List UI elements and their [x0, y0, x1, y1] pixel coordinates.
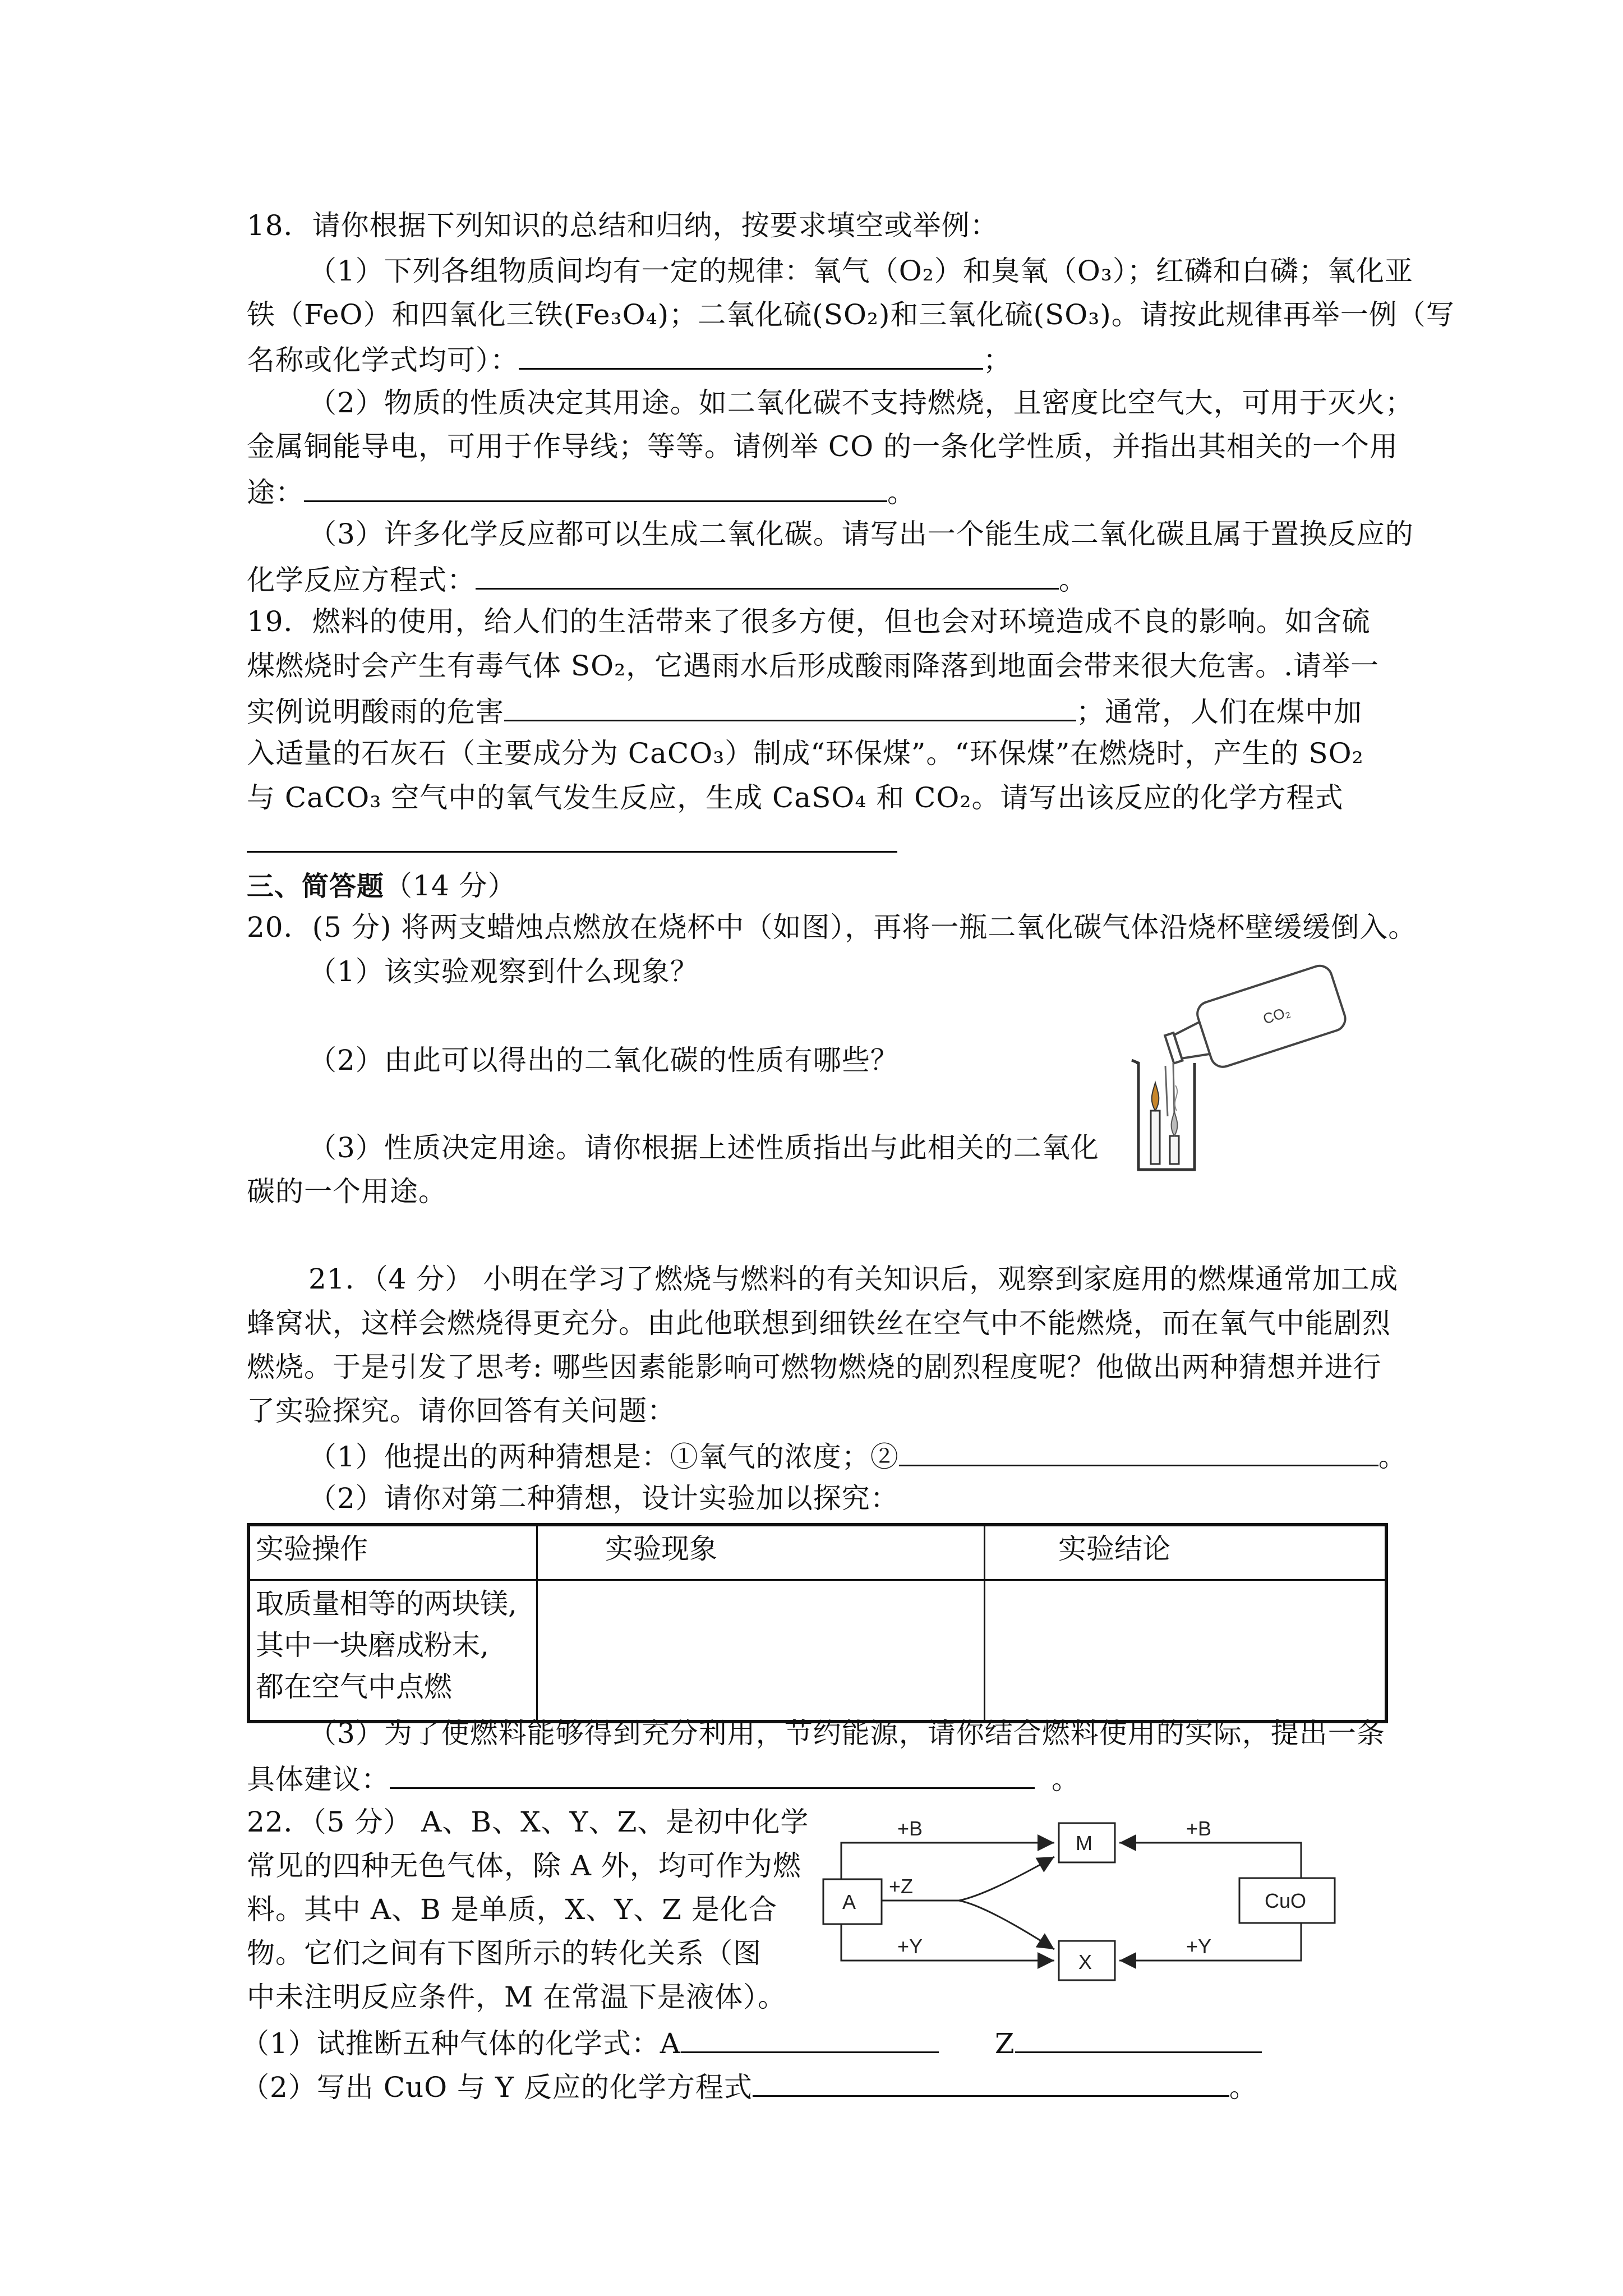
q21-part1-prompt: （1）他提出的两种猜想是：①氧气的浓度；②	[308, 1441, 899, 1473]
q22-line3: 料。其中 A、B 是单质，X、Y、Z 是化合	[247, 1893, 777, 1926]
q22-part1-z: Z	[994, 2027, 1015, 2060]
q21-part3-line1: （3）为了使燃料能够得到充分利用，节约能源，请你结合燃料使用的实际，提出一条	[308, 1717, 1385, 1750]
q21-line3: 燃烧。于是引发了思考: 哪些因素能影响可燃物燃烧的剧烈程度呢？他做出两种猜想并进行	[247, 1351, 1382, 1383]
conversion-diagram	[819, 1806, 1357, 2014]
section-score: （14 分）	[384, 869, 517, 902]
answer-blank[interactable]	[899, 1438, 1378, 1466]
q18-part2-prompt: 途：	[247, 476, 304, 509]
q18-part1-prompt: 名称或化学式均可）：	[247, 344, 519, 376]
label-cuo: CuO	[1265, 1889, 1307, 1912]
q22-part1-prompt: （1）试推断五种气体的化学式：A	[241, 2027, 681, 2060]
q21-part3-line2	[247, 1760, 1080, 1796]
section-heading	[247, 869, 517, 903]
q19-line4: 入适量的石灰石（主要成分为 CaCO₃）制成“环保煤”。“环保煤”在燃烧时，产生的 SO₂	[247, 737, 1364, 770]
experiment-table	[247, 1523, 1388, 1723]
label-x: X	[1078, 1950, 1092, 1973]
arrow-z-to-x	[959, 1901, 1054, 1949]
q18-part1-line1: （1）下列各组物质间均有一定的规律：氧气（O₂）和臭氧（O₃）；红磷和白磷；氧化亚	[308, 255, 1413, 287]
q21-part3-end: 。	[1052, 1763, 1080, 1796]
arrow-cuo-to-m	[1119, 1843, 1301, 1878]
q18-part2-line1: （2）物质的性质决定其用途。如二氧化碳不支持燃烧，且密度比空气大，可用于灭火；	[308, 386, 1414, 419]
arrow-z-to-m	[959, 1857, 1054, 1901]
q18-part1-end: ；	[983, 344, 1012, 376]
op-line: 取质量相等的两块镁,	[256, 1588, 517, 1620]
q18-part2-line3	[247, 473, 916, 509]
q20-part3-line2: 碳的一个用途。	[247, 1175, 447, 1208]
candle-tall	[1151, 1083, 1160, 1164]
label-plus-y-right: +Y	[1186, 1935, 1212, 1958]
q21-line1: 21．（4 分） 小明在学习了燃烧与燃料的有关知识后，观察到家庭用的燃煤通常加工成	[308, 1263, 1399, 1295]
q22-line4: 物。它们之间有下图所示的转化关系（图	[247, 1937, 762, 1970]
q21-part1	[308, 1438, 1407, 1474]
answer-blank-a[interactable]	[681, 2024, 939, 2053]
q18-part1-line2: 铁（FeO）和四氧化三铁(Fe₃O₄)；二氧化硫(SO₂)和三氧化硫(SO₃)。请按此规律再举一例（写	[247, 298, 1455, 331]
q22-line2: 常见的四种无色气体，除 A 外，均可作为燃	[247, 1849, 801, 1882]
label-a: A	[842, 1890, 856, 1913]
q19-cont: ；通常，人们在煤中加	[1076, 696, 1362, 728]
co2-label: CO₂	[1261, 1002, 1293, 1028]
label-plus-z: +Z	[889, 1875, 914, 1898]
q22-line1: 22．（5 分） A、B、X、Y、Z、是初中化学	[247, 1806, 809, 1838]
q18-part3-prompt: 化学反应方程式：	[247, 564, 476, 596]
header-conclusion: 实验结论	[985, 1525, 1387, 1580]
q20-stem: 20．(5 分) 将两支蜡烛点燃放在烧杯中（如图），再将一瓶二氧化碳气体沿烧杯壁缓缓倒入。	[247, 911, 1417, 944]
op-line: 其中一块磨成粉末,	[256, 1629, 489, 1662]
label-plus-b-right: +B	[1186, 1817, 1212, 1840]
q18-part2-line2: 金属铜能导电，可用于作导线；等等。请例举 CO 的一条化学性质，并指出其相关的一个用	[247, 430, 1399, 463]
table-row	[248, 1580, 1386, 1722]
answer-blank[interactable]	[476, 561, 1059, 590]
q18-part3-line2	[247, 561, 1087, 597]
q22-part2-prompt: （2）写出 CuO 与 Y 反应的化学方程式	[241, 2071, 753, 2104]
header-operation: 实验操作	[248, 1525, 537, 1580]
answer-blank[interactable]	[247, 851, 897, 853]
answer-blank[interactable]	[504, 693, 1076, 721]
cell-conclusion[interactable]	[985, 1580, 1387, 1722]
q18-part1-line3	[247, 341, 1012, 377]
co2-bottle	[1159, 963, 1349, 1082]
label-plus-b-left: +B	[897, 1817, 923, 1840]
q21-part3-prompt: 具体建议：	[247, 1763, 390, 1796]
q18-part3-end: 。	[1059, 564, 1087, 596]
q20-part3-line1: （3）性质决定用途。请你根据上述性质指出与此相关的二氧化	[308, 1131, 1099, 1164]
q19-line1: 19．燃料的使用，给人们的生活带来了很多方便，但也会对环境造成不良的影响。如含硫	[247, 605, 1371, 638]
q21-line4: 了实验探究。请你回答有关问题：	[247, 1395, 676, 1427]
q19-line5: 与 CaCO₃ 空气中的氧气发生反应，生成 CaSO₄ 和 CO₂。请写出该反应的化学方程式	[247, 781, 1344, 814]
label-plus-y-left: +Y	[897, 1935, 923, 1958]
q22-part2	[241, 2068, 1258, 2104]
q20-part1: （1）该实验观察到什么现象？	[308, 955, 699, 988]
op-line: 都在空气中点燃	[256, 1671, 452, 1703]
q22-part2-end: 。	[1229, 2071, 1258, 2104]
cell-phenomenon[interactable]	[537, 1580, 985, 1722]
table-header-row	[248, 1525, 1386, 1580]
cell-operation	[248, 1580, 537, 1722]
co2-beaker-figure	[1116, 948, 1368, 1184]
q22-part1	[241, 2024, 1262, 2060]
section-title: 三、简答题	[247, 871, 385, 902]
answer-blank[interactable]	[304, 473, 887, 502]
label-m: M	[1076, 1832, 1092, 1855]
beaker	[1132, 1060, 1195, 1170]
q18-part3-line1: （3）许多化学反应都可以生成二氧化碳。请写出一个能生成二氧化碳且属于置换反应的	[308, 518, 1414, 550]
answer-blank[interactable]	[519, 341, 983, 370]
answer-blank[interactable]	[390, 1760, 1035, 1789]
header-phenomenon: 实验现象	[537, 1525, 985, 1580]
q21-part1-end: 。	[1378, 1441, 1407, 1473]
q19-prompt: 实例说明酸雨的危害	[247, 696, 504, 728]
q21-part2: （2）请你对第二种猜想，设计实验加以探究：	[308, 1482, 899, 1515]
q18-part2-end: 。	[887, 476, 916, 509]
q21-line2: 蜂窝状，这样会燃烧得更充分。由此他联想到细铁丝在空气中不能燃烧，而在氧气中能剧烈	[247, 1307, 1391, 1340]
q20-part2: （2）由此可以得出的二氧化碳的性质有哪些？	[308, 1044, 899, 1076]
q19-line2: 煤燃烧时会产生有毒气体 SO₂，它遇雨水后形成酸雨降落到地面会带来很大危害。.请举一	[247, 650, 1380, 682]
q19-line3	[247, 693, 1362, 729]
answer-blank-z[interactable]	[1015, 2024, 1262, 2053]
q18-stem: 18．请你根据下列知识的总结和归纳，按要求填空或举例：	[247, 209, 999, 242]
q22-line5: 中未注明反应条件，M 在常温下是液体）。	[247, 1981, 787, 2013]
answer-blank[interactable]	[753, 2068, 1229, 2097]
